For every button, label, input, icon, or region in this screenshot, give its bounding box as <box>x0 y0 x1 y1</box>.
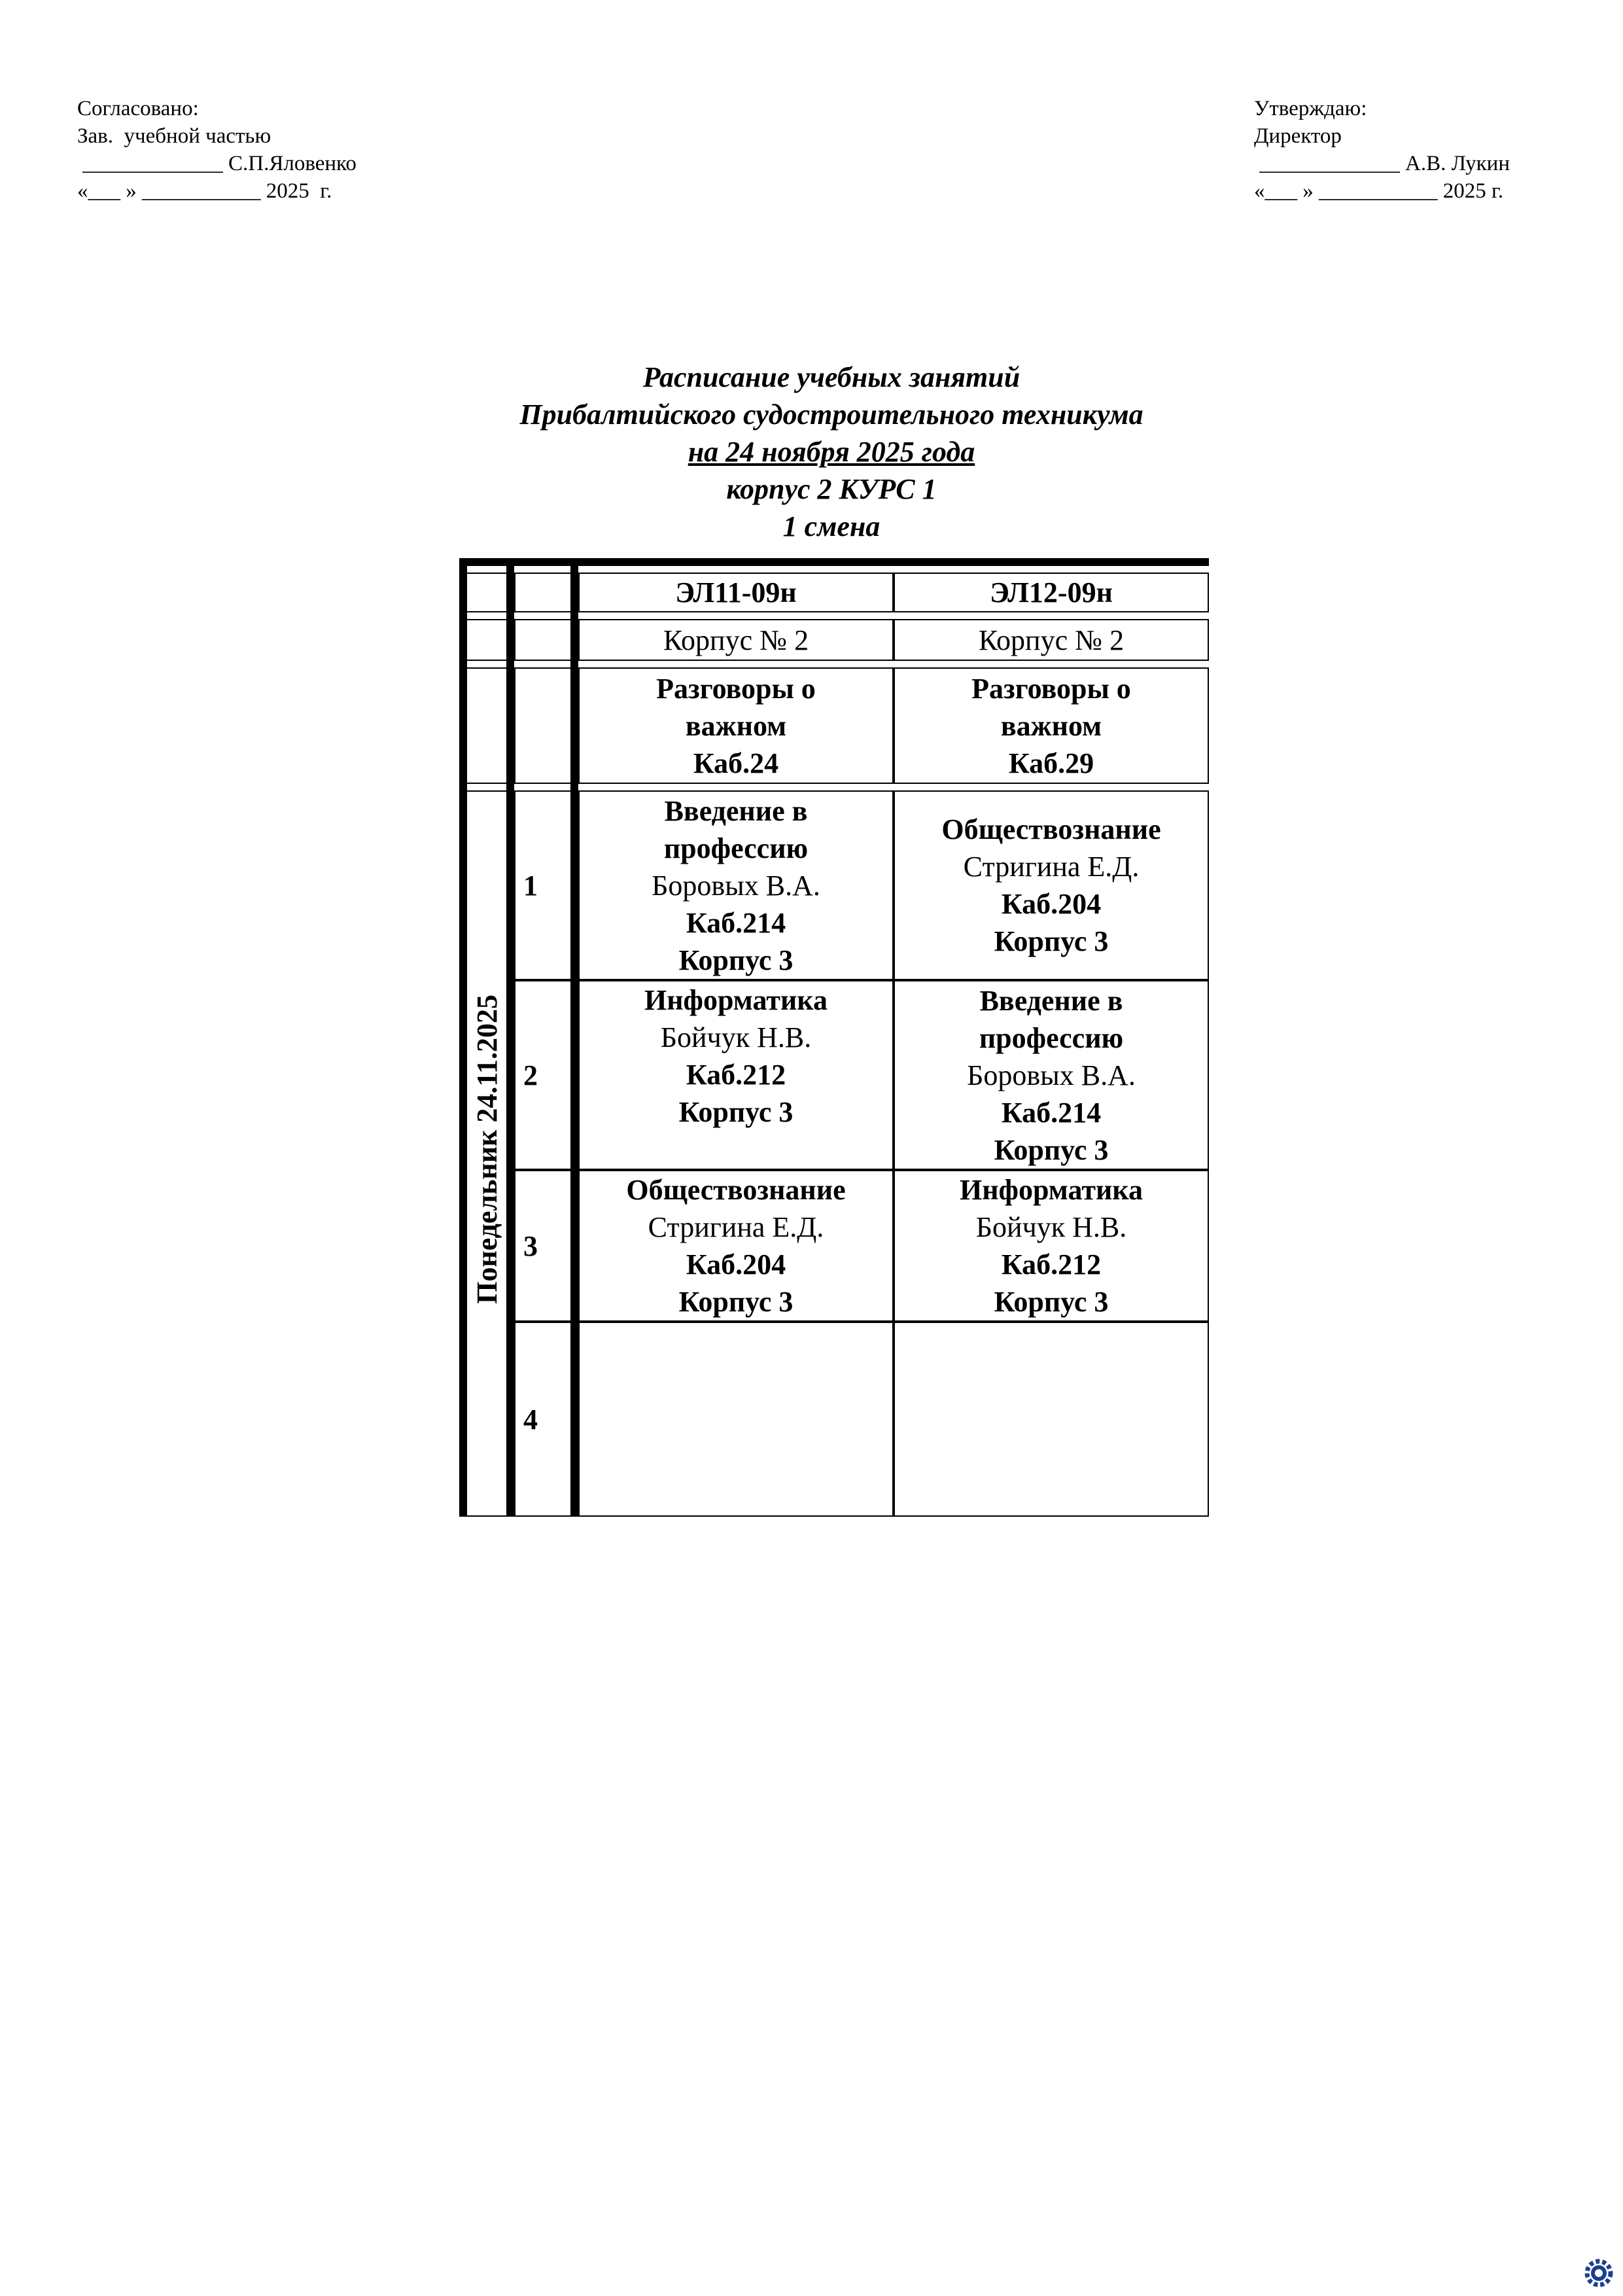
lesson-building: Корпус 3 <box>994 1286 1109 1318</box>
lesson-room: Каб.204 <box>1001 888 1102 920</box>
approval-right-line3: _____________ А.В. Лукин <box>1254 152 1510 175</box>
lesson-subject: Информатика <box>959 1174 1143 1206</box>
building-cell-2: Корпус № 2 <box>894 619 1209 661</box>
approval-left-line2: Зав. учебной частью <box>77 124 271 148</box>
lesson-room: Каб.212 <box>686 1059 786 1091</box>
schedule-title <box>0 359 1623 545</box>
lesson-number: 1 <box>514 790 578 980</box>
day-special-cell <box>459 667 514 784</box>
approval-left-line1: Согласовано: <box>77 97 199 120</box>
gear-logo-icon <box>1582 2256 1616 2290</box>
lesson-teacher: Боровых В.А. <box>967 1059 1136 1091</box>
special-title-line1: Разговоры о <box>656 672 816 705</box>
day-cell <box>459 790 514 1517</box>
title-line2: Прибалтийского судостроительного техникума <box>519 398 1143 431</box>
lesson-building: Корпус 3 <box>678 1096 794 1128</box>
table-spacer <box>459 661 1209 667</box>
lesson-building: Корпус 3 <box>678 1286 794 1318</box>
group-header-row <box>459 573 1209 612</box>
schedule-table <box>459 558 1209 1517</box>
num-special-cell <box>514 667 578 784</box>
approval-block-left <box>77 95 357 205</box>
building-row <box>459 619 1209 661</box>
table-spacer <box>459 566 1209 573</box>
special-cell-2 <box>894 667 1209 784</box>
lesson-row <box>459 1170 1209 1322</box>
num-header-cell <box>514 573 578 612</box>
approval-left-line3: _____________ С.П.Яловенко <box>77 152 357 175</box>
special-title-line2: важном <box>685 709 787 742</box>
lesson-cell-empty <box>578 1322 894 1517</box>
lesson-teacher: Бойчук Н.В. <box>660 1021 812 1053</box>
special-cell-1 <box>578 667 894 784</box>
title-building-course: корпус 2 КУРС 1 <box>726 473 937 505</box>
day-building-cell <box>459 619 514 661</box>
lesson-teacher: Бойчук Н.В. <box>975 1211 1127 1243</box>
approval-right-line4: «___ » ___________ 2025 г. <box>1254 179 1504 203</box>
lesson-number: 4 <box>514 1322 578 1517</box>
special-title-line2: важном <box>1000 709 1102 742</box>
lesson-cell-empty <box>894 1322 1209 1517</box>
lesson-subject: Обществознание <box>626 1174 846 1206</box>
group-header-2: ЭЛ12-09н <box>894 573 1209 612</box>
lesson-cell <box>578 1170 894 1322</box>
approval-left-line4: «___ » ___________ 2025 г. <box>77 179 332 203</box>
lesson-row <box>459 980 1209 1170</box>
approval-right-line1: Утверждаю: <box>1254 97 1367 120</box>
lesson-number: 2 <box>514 980 578 1170</box>
special-room: Каб.29 <box>1008 747 1094 779</box>
title-date: на 24 ноября 2025 года <box>688 436 975 468</box>
special-lesson-row <box>459 667 1209 784</box>
approval-block-right <box>1254 95 1510 205</box>
lesson-cell <box>894 980 1209 1170</box>
lesson-building: Корпус 3 <box>994 925 1109 957</box>
lesson-subject: Информатика <box>644 984 828 1016</box>
lesson-subject: Обществознание <box>941 813 1161 845</box>
special-room: Каб.24 <box>693 747 779 779</box>
lesson-room: Каб.214 <box>1001 1096 1102 1129</box>
lesson-row <box>459 790 1209 980</box>
lesson-teacher: Стригина Е.Д. <box>648 1211 824 1243</box>
lesson-teacher: Стригина Е.Д. <box>963 851 1140 883</box>
lesson-building: Корпус 3 <box>994 1133 1109 1166</box>
lesson-room: Каб.212 <box>1001 1248 1102 1280</box>
building-cell-1: Корпус № 2 <box>578 619 894 661</box>
lesson-room: Каб.204 <box>686 1248 786 1280</box>
lesson-number: 3 <box>514 1170 578 1322</box>
lesson-cell <box>894 1170 1209 1322</box>
table-spacer <box>459 612 1209 619</box>
lesson-subject-cont: профессию <box>979 1021 1124 1054</box>
lesson-cell <box>894 790 1209 980</box>
lesson-cell <box>578 790 894 980</box>
lesson-row <box>459 1322 1209 1517</box>
lesson-subject: Введение в <box>664 794 808 827</box>
lesson-subject: Введение в <box>979 984 1123 1017</box>
table-spacer <box>459 784 1209 790</box>
day-header-cell <box>459 573 514 612</box>
day-label: Понедельник 24.11.2025 <box>470 994 503 1304</box>
num-building-cell <box>514 619 578 661</box>
special-title-line1: Разговоры о <box>971 672 1131 705</box>
group-header-1: ЭЛ11-09н <box>578 573 894 612</box>
lesson-building: Корпус 3 <box>678 944 794 976</box>
title-line1: Расписание учебных занятий <box>642 361 1021 393</box>
title-shift: 1 смена <box>782 510 881 542</box>
lesson-room: Каб.214 <box>686 906 786 939</box>
lesson-cell <box>578 980 894 1170</box>
approval-right-line2: Директор <box>1254 124 1342 148</box>
lesson-teacher: Боровых В.А. <box>652 869 820 902</box>
lesson-subject-cont: профессию <box>663 832 809 864</box>
